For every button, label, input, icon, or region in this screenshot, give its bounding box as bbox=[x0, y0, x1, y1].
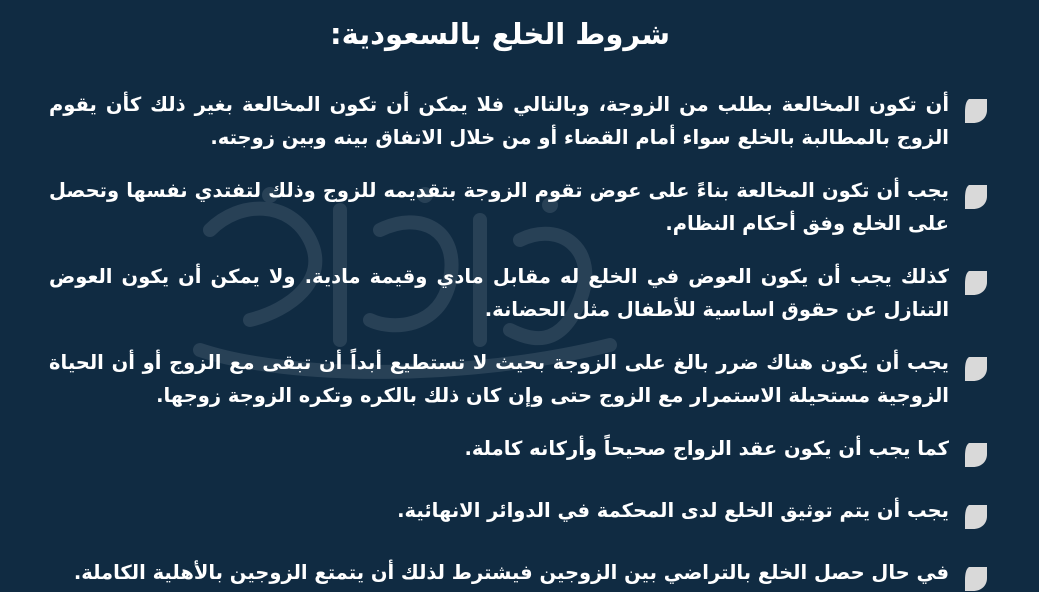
leaf-icon bbox=[963, 184, 989, 210]
condition-text: يجب أن تكون المخالعة بناءً على عوض تقوم الزوجة بتقديمه للزوج وذلك لتفتدي نفسها وتحصل على الخلع وفق أحكام النظام. bbox=[49, 179, 949, 235]
condition-text: أن تكون المخالعة بطلب من الزوجة، وبالتالي فلا يمكن أن تكون المخالعة بغير ذلك كأن يقوم الزوج بالمطالبة بالخلع سواء أمام القضاء أو من خلال الاتفاق بينه وبين زوجته. bbox=[49, 93, 949, 149]
condition-text: كما يجب أن يكون عقد الزواج صحيحاً وأركانه كاملة. bbox=[464, 437, 949, 460]
condition-text: يجب أن يكون هناك ضرر بالغ على الزوجة بحيث لا تستطيع أبداً أن تبقى مع الزوج أو أن الحياة الزوجية مستحيلة الاستمرار مع الزوج حتى وإن كان ذلك بالكره وتكره الزوجة زوجها. bbox=[49, 351, 949, 407]
list-item bbox=[49, 174, 989, 240]
list-item bbox=[49, 88, 989, 154]
condition-text: كذلك يجب أن يكون العوض في الخلع له مقابل مادي وقيمة مادية. ولا يمكن أن يكون العوض التنازل عن حقوق اساسية للأطفال مثل الحضانة. bbox=[49, 265, 949, 321]
list-item bbox=[49, 346, 989, 412]
list-item bbox=[49, 556, 989, 592]
condition-text: يجب أن يتم توثيق الخلع لدى المحكمة في الدوائر الانهائية. bbox=[397, 499, 949, 522]
leaf-icon bbox=[963, 356, 989, 382]
list-item bbox=[49, 260, 989, 326]
list-item bbox=[49, 494, 989, 530]
leaf-icon bbox=[963, 98, 989, 124]
leaf-icon bbox=[963, 566, 989, 592]
page-title: شروط الخلع بالسعودية: bbox=[330, 17, 670, 51]
leaf-icon bbox=[963, 504, 989, 530]
leaf-icon bbox=[963, 270, 989, 296]
conditions-list bbox=[49, 88, 989, 592]
condition-text: في حال حصل الخلع بالتراضي بين الزوجين فيشترط لذلك أن يتمتع الزوجين بالأهلية الكاملة. bbox=[73, 561, 949, 584]
list-item bbox=[49, 432, 989, 468]
leaf-icon bbox=[963, 442, 989, 468]
